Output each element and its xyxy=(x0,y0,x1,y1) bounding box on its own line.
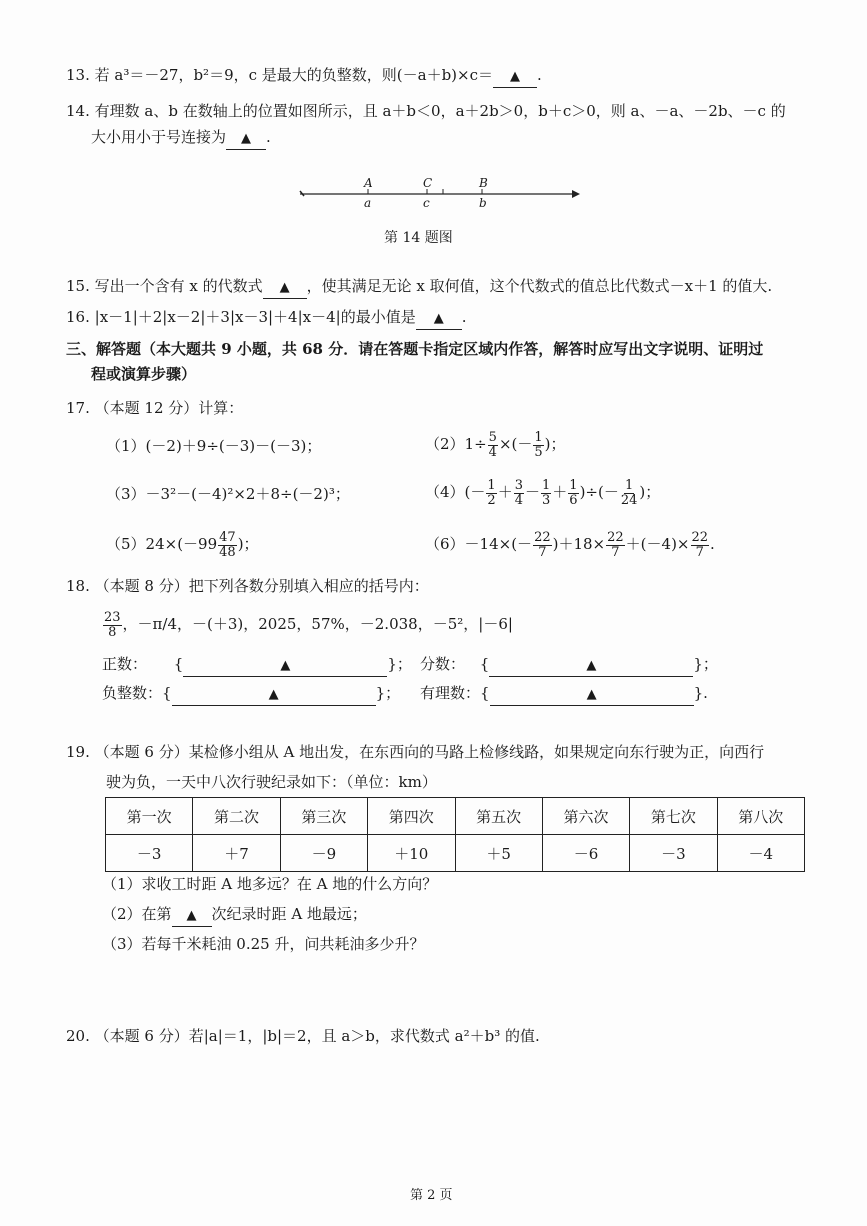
q15-answer-blank[interactable] xyxy=(263,276,307,299)
q17-part-5: （5）24×(－99 $\frac{47}{48}$ )； xyxy=(106,529,259,560)
q17-part-3: （3）－3²－(－4)²×2＋8÷(－2)³； xyxy=(106,485,350,503)
q19-answer-blank[interactable] xyxy=(172,904,212,927)
question-13 xyxy=(66,65,542,88)
question-19-line1 xyxy=(66,742,764,762)
figure-14-caption: 第 14 题图 xyxy=(384,230,453,246)
section-3-header-line2: 程或演算步骤） xyxy=(91,365,197,383)
label-A: A xyxy=(364,176,373,190)
q14-tail: . xyxy=(266,128,271,146)
q17-part-1: （1）(－2)＋9÷(－3)－(－3)； xyxy=(106,437,322,455)
q18-row1-right: 分数： { ▲ }； xyxy=(420,654,718,677)
rational-numbers-blank[interactable] xyxy=(490,683,694,706)
table-value-cell: －3 xyxy=(106,835,193,872)
table-header-cell: 第六次 xyxy=(542,798,629,835)
table-header-cell: 第七次 xyxy=(630,798,717,835)
table-value-cell: ＋10 xyxy=(368,835,455,872)
q19-subquestion-2 xyxy=(102,904,367,927)
fraction-23-8: $\frac{23}{8}$ xyxy=(104,609,121,640)
question-17-title xyxy=(66,398,243,418)
triangle-icon: ▲ xyxy=(241,131,252,146)
label-a: a xyxy=(364,196,372,210)
negative-integers-blank[interactable] xyxy=(172,683,376,706)
q15-text1: 写出一个含有 x 的代数式 xyxy=(94,277,263,295)
label-B: B xyxy=(479,176,488,190)
q17-part-2: （2）1÷ $\frac{5}{4}$ ×(－ $\frac{1}{5}$ )； xyxy=(425,429,566,460)
q17-p2-prefix: （2）1÷ xyxy=(425,435,487,453)
table-header-cell: 第三次 xyxy=(280,798,367,835)
category-rational-label: 有理数： xyxy=(420,684,481,702)
table-value-cell: －4 xyxy=(717,835,804,872)
q19-s2-prefix: （2）在第 xyxy=(102,905,172,923)
table-row xyxy=(106,835,805,872)
q14-answer-blank[interactable] xyxy=(226,127,266,150)
section-3-header-line1: 三、解答题（本大题共 9 小题，共 68 分．请在答题卡指定区域内作答，解答时应写出文字说明、证明过 xyxy=(66,340,764,358)
question-18-title xyxy=(66,576,429,596)
table-value-cell: ＋7 xyxy=(193,835,280,872)
label-C: C xyxy=(423,176,433,190)
triangle-icon: ▲ xyxy=(510,69,520,84)
q16-tail: . xyxy=(461,308,467,326)
q18-row1: 正数： { ▲ }； xyxy=(102,654,412,677)
q13-answer-blank[interactable] xyxy=(493,65,537,88)
label-c: c xyxy=(423,196,430,210)
triangle-icon: ▲ xyxy=(586,658,597,673)
question-16 xyxy=(66,307,467,330)
triangle-icon: ▲ xyxy=(186,908,197,923)
q17-p4-prefix: （4）(－ xyxy=(425,483,486,501)
q19-number: 19. xyxy=(66,743,90,761)
triangle-icon: ▲ xyxy=(268,687,279,702)
q18-number-list xyxy=(102,608,513,640)
q17-part-4: （4）(－ $\frac{1}{2}$ ＋ $\frac{3}{4}$ － $\frac{1}{3}$ ＋ $\frac{1}{6}$ )÷(－ $\frac{1}{24}$ )； xyxy=(425,477,661,508)
question-20 xyxy=(66,1026,540,1046)
table-header-row xyxy=(106,798,805,835)
question-15 xyxy=(66,276,772,299)
table-header-cell: 第二次 xyxy=(193,798,280,835)
q18-title: （本题 8 分）把下列各数分别填入相应的括号内： xyxy=(94,577,429,595)
table-header-cell: 第一次 xyxy=(106,798,193,835)
question-14-line1 xyxy=(66,101,786,121)
q13-text: 若 a³＝－27，b²＝9，c 是最大的负整数，则(－a＋b)×c＝ xyxy=(94,66,493,84)
q19-text-line2: 驶为负，一天中八次行驶纪录如下：（单位：km） xyxy=(106,773,437,791)
q14-number: 14. xyxy=(66,102,90,120)
category-positive-label: 正数： xyxy=(102,655,148,673)
fractions-blank[interactable] xyxy=(489,654,693,677)
q14-text-line2: 大小用小于号连接为 xyxy=(91,128,227,146)
fraction: $\frac{5}{4}$ xyxy=(488,429,497,460)
driving-record-table xyxy=(105,797,805,872)
table-value-cell: －3 xyxy=(630,835,717,872)
q18-number: 18. xyxy=(66,577,90,595)
q19-subquestion-3: （3）若每千米耗油 0.25 升，问共耗油多少升？ xyxy=(102,935,425,953)
table-value-cell: ＋5 xyxy=(455,835,542,872)
table-header-cell: 第四次 xyxy=(368,798,455,835)
q16-text: |x－1|＋2|x－2|＋3|x－3|＋4|x－4|的最小值是 xyxy=(94,308,416,326)
table-value-cell: －9 xyxy=(280,835,367,872)
q13-tail: . xyxy=(537,66,542,84)
page-number: 第 2 页 xyxy=(410,1188,453,1203)
q18-row2-right: 有理数：{ ▲ }. xyxy=(420,683,708,706)
q16-answer-blank[interactable] xyxy=(416,307,462,330)
number-line-arrow xyxy=(572,190,580,198)
q18-numbers: ，－π/4，－(＋3)，2025，57%，－2.038，－5²，|－6| xyxy=(122,615,513,633)
q17-number: 17. xyxy=(66,399,90,417)
triangle-icon: ▲ xyxy=(279,280,290,295)
q20-text: （本题 6 分）若|a|＝1，|b|＝2，且 a＞b，求代数式 a²＋b³ 的值. xyxy=(94,1027,540,1045)
q18-row2: 负整数：{ ▲ }； xyxy=(102,683,400,706)
category-negative-integer-label: 负整数： xyxy=(102,684,163,702)
q13-number: 13. xyxy=(66,66,90,84)
q17-part-6: （6）－14×(－ $\frac{22}{7}$ )＋18× $\frac{22}{7}$ ＋(－4)× $\frac{22}{7}$ . xyxy=(425,529,715,560)
q20-number: 20. xyxy=(66,1027,90,1045)
positive-numbers-blank[interactable] xyxy=(183,654,387,677)
q17-p6-prefix: （6）－14×(－ xyxy=(425,535,533,553)
table-header-cell: 第五次 xyxy=(455,798,542,835)
category-fraction-label: 分数： xyxy=(420,655,466,673)
q19-subquestion-1: （1）求收工时距 A 地多远？在 A 地的什么方向？ xyxy=(102,875,438,893)
q17-title: （本题 12 分）计算： xyxy=(94,399,244,417)
q15-text2: ，使其满足无论 x 取何值，这个代数式的值总比代数式－x＋1 的值大. xyxy=(306,277,773,295)
table-value-cell: －6 xyxy=(542,835,629,872)
fraction: $\frac{1}{5}$ xyxy=(534,429,543,460)
label-b: b xyxy=(479,196,487,210)
triangle-icon: ▲ xyxy=(280,658,291,673)
q14-text-line1: 有理数 a、b 在数轴上的位置如图所示，且 a＋b＜0，a＋2b＞0，b＋c＞0，则 a、－a、－2b、－c 的 xyxy=(94,102,786,120)
q16-number: 16. xyxy=(66,308,90,326)
q19-text-line1: （本题 6 分）某检修小组从 A 地出发，在东西向的马路上检修线路，如果规定向东行驶为正，向西行 xyxy=(94,743,765,761)
q19-s2-suffix: 次纪录时距 A 地最远； xyxy=(211,905,367,923)
triangle-icon: ▲ xyxy=(586,687,597,702)
q17-p5-prefix: （5）24×(－99 xyxy=(106,535,218,553)
table-header-cell: 第八次 xyxy=(717,798,804,835)
q15-number: 15. xyxy=(66,277,90,295)
number-line-figure xyxy=(290,172,590,216)
triangle-icon: ▲ xyxy=(433,311,444,326)
question-14-line2 xyxy=(91,127,271,150)
